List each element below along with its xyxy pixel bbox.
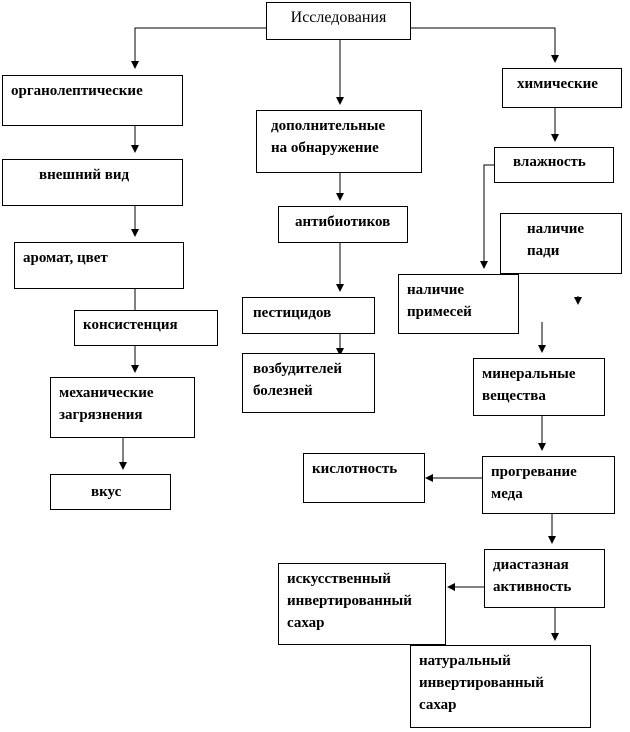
node-aroma-label: аромат, цвет xyxy=(23,250,108,266)
node-acidity xyxy=(303,453,425,503)
node-root xyxy=(266,2,411,40)
node-artificial xyxy=(278,563,446,645)
node-natural-label: натуральный инвертированный сахар xyxy=(419,653,544,713)
node-honeydew xyxy=(500,213,622,274)
node-minerals xyxy=(473,358,605,416)
node-additional-label: дополнительные на обнаружение xyxy=(271,118,386,156)
node-root-label: Исследования xyxy=(290,9,387,26)
node-honeydew-label: наличие пади xyxy=(527,221,585,259)
node-artificial-label: искусственный инвертированный сахар xyxy=(287,571,412,631)
node-taste-label: вкус xyxy=(91,484,122,500)
node-acidity-label: кислотность xyxy=(312,461,398,477)
node-minerals-label: минеральные вещества xyxy=(482,366,576,404)
node-appearance xyxy=(2,159,183,206)
node-moisture-label: влажность xyxy=(513,154,586,170)
node-heating-label: прогревание меда xyxy=(491,464,577,502)
node-diastase xyxy=(484,549,605,608)
node-taste xyxy=(50,474,171,510)
node-additional xyxy=(256,110,422,173)
node-antibiotics-label: антибиотиков xyxy=(295,214,391,230)
node-chemical xyxy=(502,68,622,108)
node-heating xyxy=(482,456,615,514)
edge-root-chemical xyxy=(410,28,555,62)
node-antibiotics xyxy=(278,206,408,243)
edge-root-organoleptic xyxy=(135,28,266,68)
node-chemical-label: химические xyxy=(517,76,598,92)
node-pathogens-label: возбудителей болезней xyxy=(253,361,342,399)
node-diastase-label: диастазная активность xyxy=(493,557,572,595)
node-pesticides xyxy=(242,297,375,334)
node-impurities xyxy=(398,274,519,334)
node-consistency-label: консистенция xyxy=(83,317,178,333)
node-natural xyxy=(410,645,591,728)
node-impurities-label: наличие примесей xyxy=(407,282,472,320)
node-aroma xyxy=(14,242,184,289)
node-mechanical-label: механические загрязнения xyxy=(59,385,154,423)
node-appearance-label: внешний вид xyxy=(39,167,130,183)
node-pesticides-label: пестицидов xyxy=(253,305,332,321)
node-mechanical xyxy=(50,377,195,438)
node-pathogens xyxy=(242,353,375,413)
node-organoleptic xyxy=(2,75,183,126)
node-moisture xyxy=(494,147,614,183)
node-organoleptic-label: органолептические xyxy=(11,83,143,99)
node-consistency xyxy=(74,310,218,346)
